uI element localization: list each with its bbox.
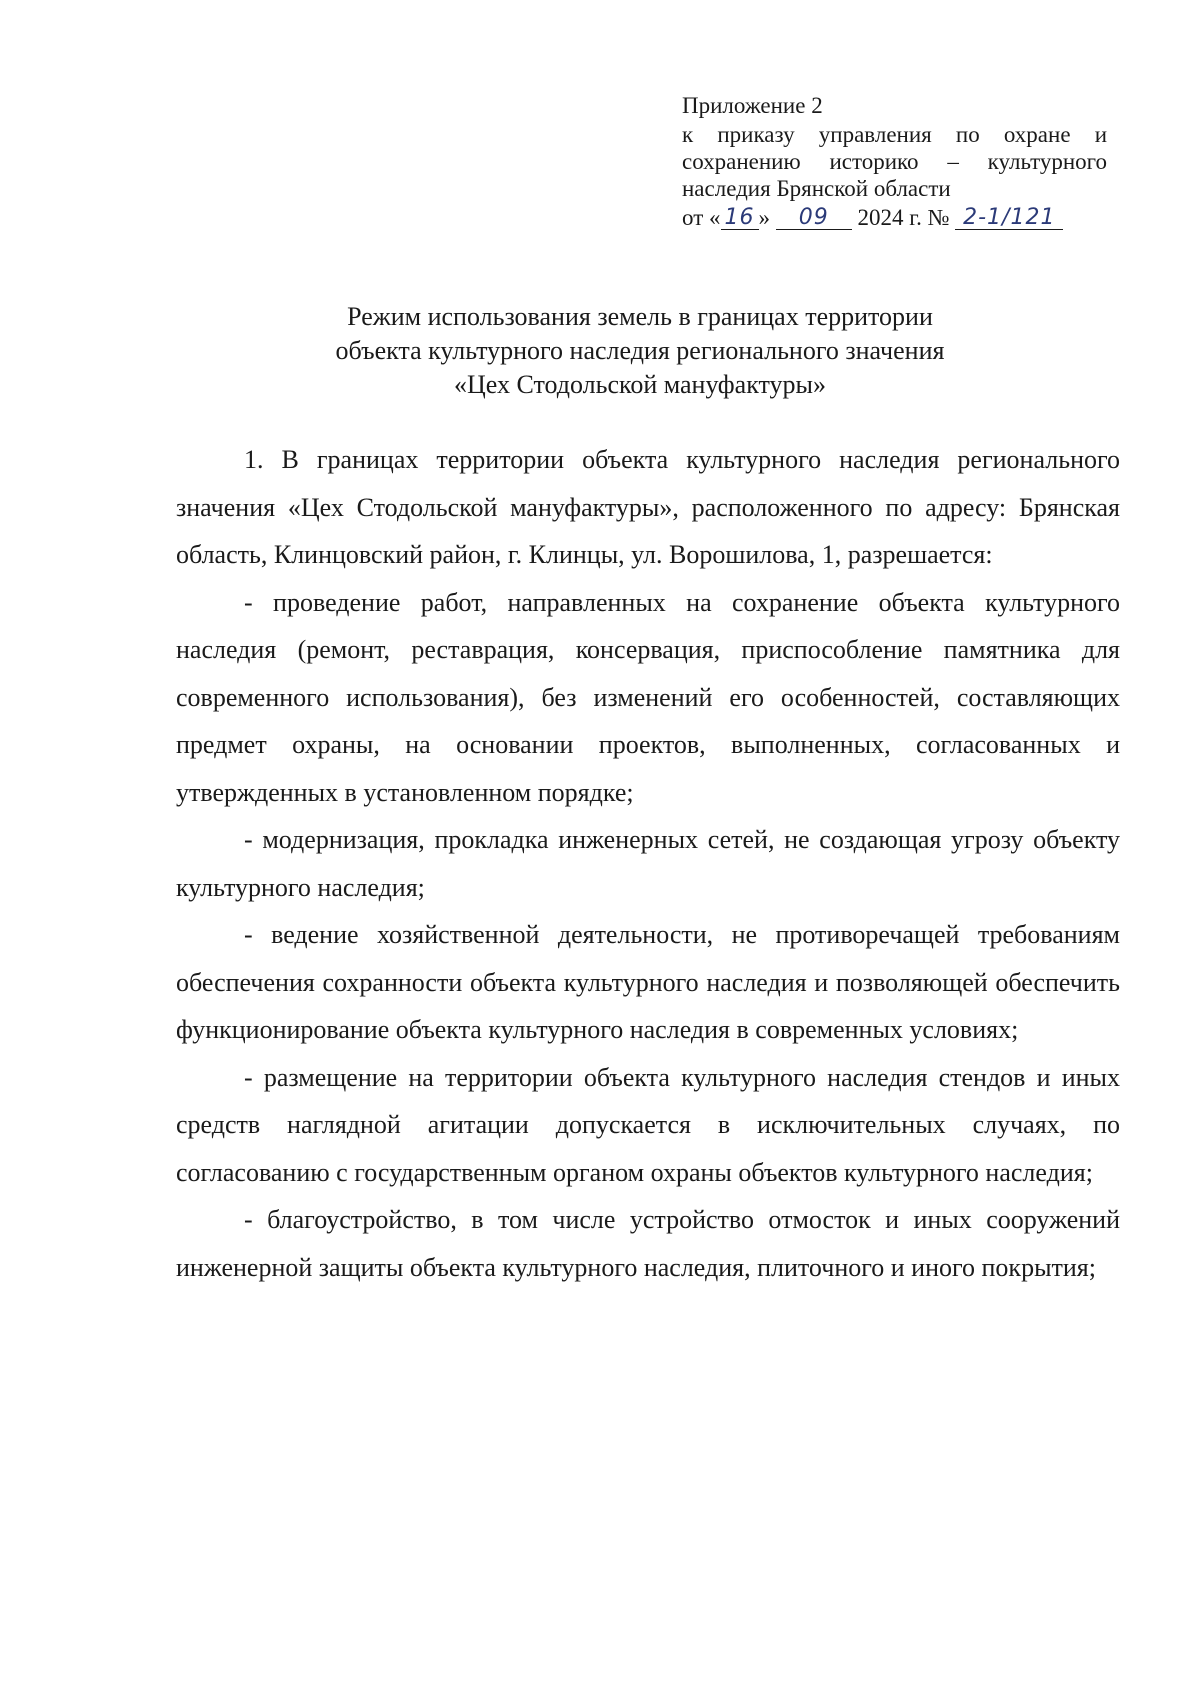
paragraph-6: - благоустройство, в том числе устройство отмосток и иных сооружений инженерной защиты объекта культурного наследия, плиточного и иного покрытия; <box>176 1205 1120 1282</box>
date-prefix: от « <box>682 205 721 230</box>
title-line-3: «Цех Стодольской мануфактуры» <box>454 370 826 399</box>
appendix-title: Приложение 2 <box>682 93 823 118</box>
title-line-1: Режим использования земель в границах территории <box>347 302 933 331</box>
handwritten-day: 16 <box>724 205 755 230</box>
month-field <box>776 205 852 230</box>
paragraph-1: 1. В границах территории объекта культурного наследия регионального значения «Цех Стодольской мануфактуры», расположенного по адресу: Брянская область, Клинцовский район, г. Клинцы, ул. Ворошилова, 1, разрешается: <box>176 445 1120 569</box>
document-body <box>176 436 1120 1291</box>
paragraph-3: - модернизация, прокладка инженерных сетей, не создающая угрозу объекту культурного наследия; <box>176 825 1120 902</box>
handwritten-number: 2-1/121 <box>963 205 1056 230</box>
number-field <box>955 205 1063 230</box>
appendix-date-line <box>682 204 1107 231</box>
paragraph-5: - размещение на территории объекта культурного наследия стендов и иных средств наглядной агитации допускается в исключительных случаях, по согласованию с государственным органом охраны объектов культурного наследия; <box>176 1062 1120 1187</box>
paragraph-2: - проведение работ, направленных на сохранение объекта культурного наследия (ремонт, реставрация, консервация, приспособление памятника для современного использования), без изменений его особенностей, составляющих предмет охраны, на основании проектов, выполненных, согласованных и утвержденных в установленном порядке; <box>176 587 1120 807</box>
paragraph-4: - ведение хозяйственной деятельности, не противоречащей требованиям обеспечения сохранности объекта культурного наследия и позволяющей обеспечить функционирование объекта культурного наследия в современных условиях; <box>176 920 1120 1044</box>
title-line-2: объекта культурного наследия регионального значения <box>335 336 945 365</box>
document-title <box>160 300 1120 402</box>
year-and-number-label: 2024 г. № <box>857 205 950 230</box>
day-field <box>721 205 759 230</box>
appendix-header <box>682 92 1107 231</box>
handwritten-month: 09 <box>798 205 829 230</box>
appendix-reference: к приказу управления по охране и сохранению историко – культурного наследия Брянской области <box>682 122 1107 201</box>
date-quote-close: » <box>758 205 770 230</box>
